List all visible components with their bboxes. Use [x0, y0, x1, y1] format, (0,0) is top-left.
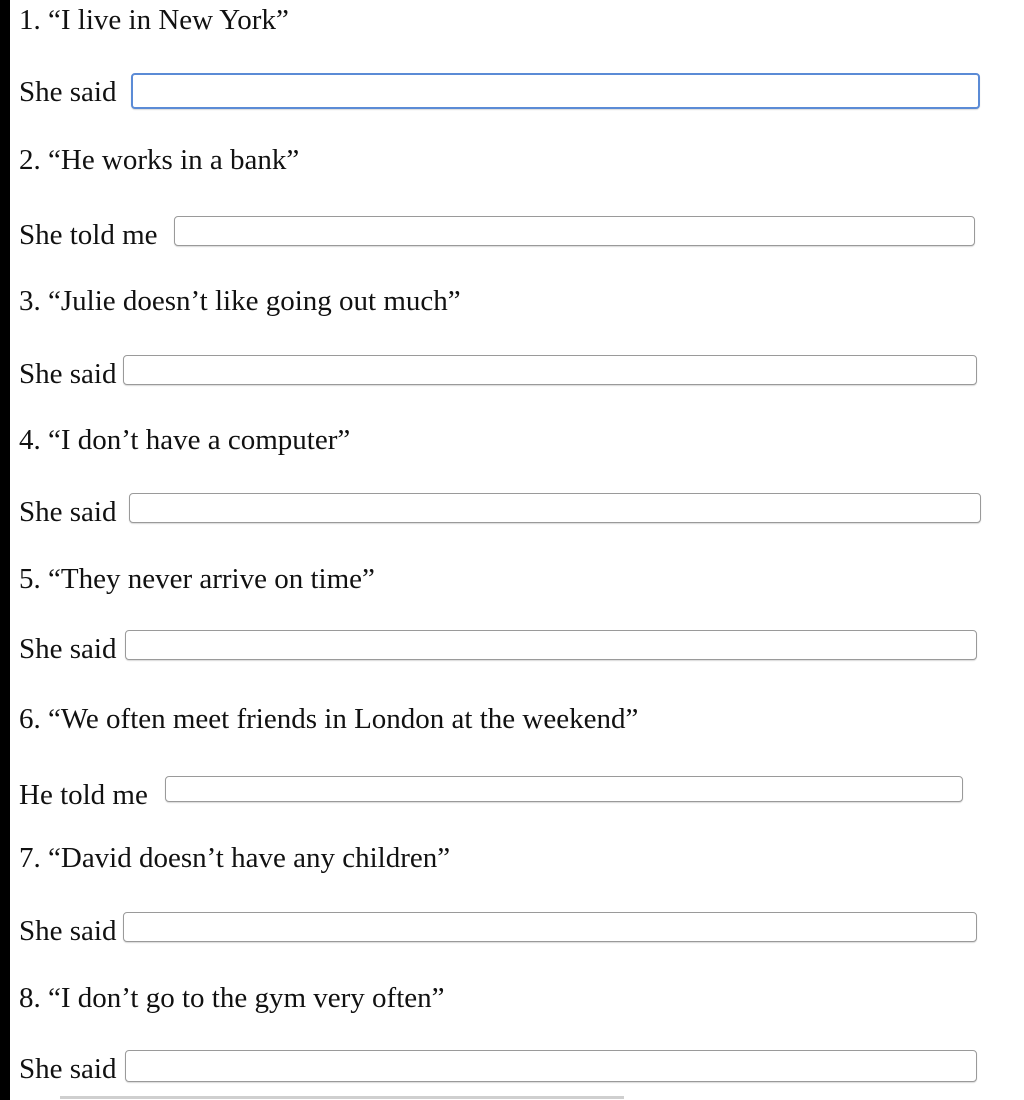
question-8-prompt: 8. “I don’t go to the gym very often” — [19, 982, 445, 1014]
question-7-answer-label: She said — [19, 915, 117, 947]
question-5-answer-row — [19, 630, 979, 668]
question-3-answer-row — [19, 355, 979, 393]
question-3-prompt: 3. “Julie doesn’t like going out much” — [19, 285, 461, 317]
question-4-answer-row — [19, 493, 982, 531]
question-8-answer-label: She said — [19, 1053, 117, 1085]
question-2-answer-row — [19, 216, 977, 254]
question-1-prompt: 1. “I live in New York” — [19, 4, 289, 36]
question-6-answer-input[interactable] — [165, 776, 963, 802]
question-7-answer-input[interactable] — [123, 912, 977, 942]
question-4-prompt: 4. “I don’t have a computer” — [19, 424, 351, 456]
question-2-answer-input[interactable] — [174, 216, 975, 246]
question-5-answer-input[interactable] — [125, 630, 977, 660]
question-6-prompt: 6. “We often meet friends in London at the weekend” — [19, 703, 639, 735]
question-1-answer-input[interactable] — [131, 73, 980, 109]
question-2-answer-label: She told me — [19, 219, 158, 251]
question-5-answer-label: She said — [19, 633, 117, 665]
question-6-answer-row — [19, 776, 965, 814]
question-8-answer-input[interactable] — [125, 1050, 977, 1082]
question-6-answer-label: He told me — [19, 779, 148, 811]
question-1-answer-label: She said — [19, 76, 117, 108]
question-7-prompt: 7. “David doesn’t have any children” — [19, 842, 451, 874]
question-5-prompt: 5. “They never arrive on time” — [19, 563, 375, 595]
question-1-answer-row — [19, 73, 981, 111]
bottom-divider — [60, 1096, 624, 1099]
question-3-answer-input[interactable] — [123, 355, 977, 385]
question-7-answer-row — [19, 912, 979, 950]
question-2-prompt: 2. “He works in a bank” — [19, 144, 300, 176]
question-4-answer-input[interactable] — [129, 493, 981, 523]
question-8-answer-row — [19, 1050, 979, 1088]
question-3-answer-label: She said — [19, 358, 117, 390]
question-4-answer-label: She said — [19, 496, 117, 528]
